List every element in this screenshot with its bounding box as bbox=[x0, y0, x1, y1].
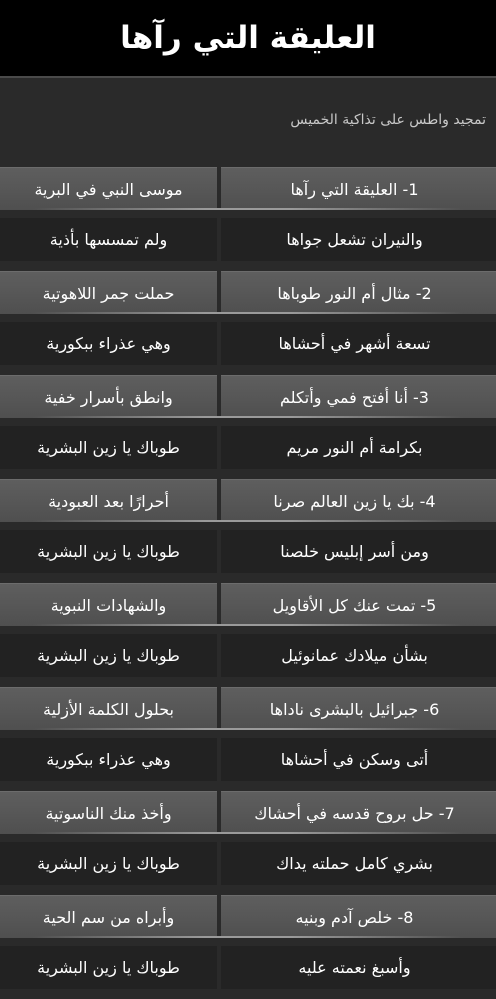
verse-second-half: موسى النبي في البرية bbox=[0, 167, 217, 210]
verse-first-half: 4- بك يا زين العالم صرنا bbox=[221, 479, 496, 522]
verse-second-half: طوباك يا زين البشرية bbox=[0, 426, 217, 469]
verse-second-half: بحلول الكلمة الأزلية bbox=[0, 687, 217, 730]
header-bar bbox=[0, 0, 496, 78]
stanza bbox=[0, 271, 496, 365]
page-title: العليقة التي رآها bbox=[120, 20, 376, 56]
stanza bbox=[0, 375, 496, 469]
verse-row bbox=[0, 375, 496, 418]
row-divider bbox=[0, 936, 496, 942]
row-divider bbox=[0, 312, 496, 318]
divider-line bbox=[33, 312, 463, 314]
row-divider bbox=[0, 416, 496, 422]
verse-row bbox=[0, 530, 496, 573]
row-divider bbox=[0, 832, 496, 838]
row-divider bbox=[0, 208, 496, 214]
divider-line bbox=[33, 936, 463, 938]
verse-first-half: بشري كامل حملته يداك bbox=[221, 842, 496, 885]
verse-second-half: وأبراه من سم الحية bbox=[0, 895, 217, 938]
verse-first-half: 5- تمت عنك كل الأقاويل bbox=[221, 583, 496, 626]
verse-second-half: طوباك يا زين البشرية bbox=[0, 842, 217, 885]
verse-first-half: 6- جبرائيل بالبشرى ناداها bbox=[221, 687, 496, 730]
divider-line bbox=[33, 208, 463, 210]
verse-row bbox=[0, 271, 496, 314]
verse-first-half: 1- العليقة التي رآها bbox=[221, 167, 496, 210]
verse-first-half: بشأن ميلادك عمانوئيل bbox=[221, 634, 496, 677]
verses-list bbox=[0, 167, 496, 999]
verse-row bbox=[0, 322, 496, 365]
verse-first-half: أتى وسكن في أحشاها bbox=[221, 738, 496, 781]
verse-row bbox=[0, 167, 496, 210]
verse-row bbox=[0, 218, 496, 261]
stanza bbox=[0, 895, 496, 989]
stanza bbox=[0, 791, 496, 885]
divider-line bbox=[33, 416, 463, 418]
verse-row bbox=[0, 791, 496, 834]
divider-line bbox=[33, 832, 463, 834]
divider-line bbox=[33, 624, 463, 626]
row-divider bbox=[0, 624, 496, 630]
verse-second-half: والشهادات النبوية bbox=[0, 583, 217, 626]
verse-row bbox=[0, 842, 496, 885]
verse-row bbox=[0, 946, 496, 989]
verse-second-half: ولم تمسسها بأذية bbox=[0, 218, 217, 261]
verse-first-half: 7- حل بروح قدسه في أحشاك bbox=[221, 791, 496, 834]
stanza bbox=[0, 687, 496, 781]
verse-row bbox=[0, 634, 496, 677]
row-divider bbox=[0, 520, 496, 526]
row-divider bbox=[0, 728, 496, 734]
verse-first-half: ومن أسر إبليس خلصنا bbox=[221, 530, 496, 573]
verse-first-half: والنيران تشعل جواها bbox=[221, 218, 496, 261]
verse-second-half: وهي عذراء ببكورية bbox=[0, 738, 217, 781]
verse-first-half: تسعة أشهر في أحشاها bbox=[221, 322, 496, 365]
verse-second-half: حملت جمر اللاهوتية bbox=[0, 271, 217, 314]
verse-second-half: طوباك يا زين البشرية bbox=[0, 946, 217, 989]
stanza bbox=[0, 479, 496, 573]
verse-first-half: 3- أنا أفتح فمي وأتكلم bbox=[221, 375, 496, 418]
verse-row bbox=[0, 479, 496, 522]
verse-row bbox=[0, 426, 496, 469]
verse-second-half: وأخذ منك الناسوتية bbox=[0, 791, 217, 834]
verse-row bbox=[0, 687, 496, 730]
stanza bbox=[0, 167, 496, 261]
verse-first-half: 2- مثال أم النور طوباها bbox=[221, 271, 496, 314]
verse-second-half: أحرارًا بعد العبودية bbox=[0, 479, 217, 522]
divider-line bbox=[33, 728, 463, 730]
verse-first-half: وأسبغ نعمته عليه bbox=[221, 946, 496, 989]
verse-row bbox=[0, 583, 496, 626]
verse-first-half: 8- خلص آدم وبنيه bbox=[221, 895, 496, 938]
stanza bbox=[0, 583, 496, 677]
verse-row bbox=[0, 738, 496, 781]
divider-line bbox=[33, 520, 463, 522]
verse-second-half: طوباك يا زين البشرية bbox=[0, 530, 217, 573]
verse-second-half: طوباك يا زين البشرية bbox=[0, 634, 217, 677]
verse-first-half: بكرامة أم النور مريم bbox=[221, 426, 496, 469]
verse-second-half: وهي عذراء ببكورية bbox=[0, 322, 217, 365]
verse-row bbox=[0, 895, 496, 938]
verse-second-half: وانطق بأسرار خفية bbox=[0, 375, 217, 418]
hymn-subtitle: تمجيد واطس على تذاكية الخميس bbox=[290, 112, 486, 128]
